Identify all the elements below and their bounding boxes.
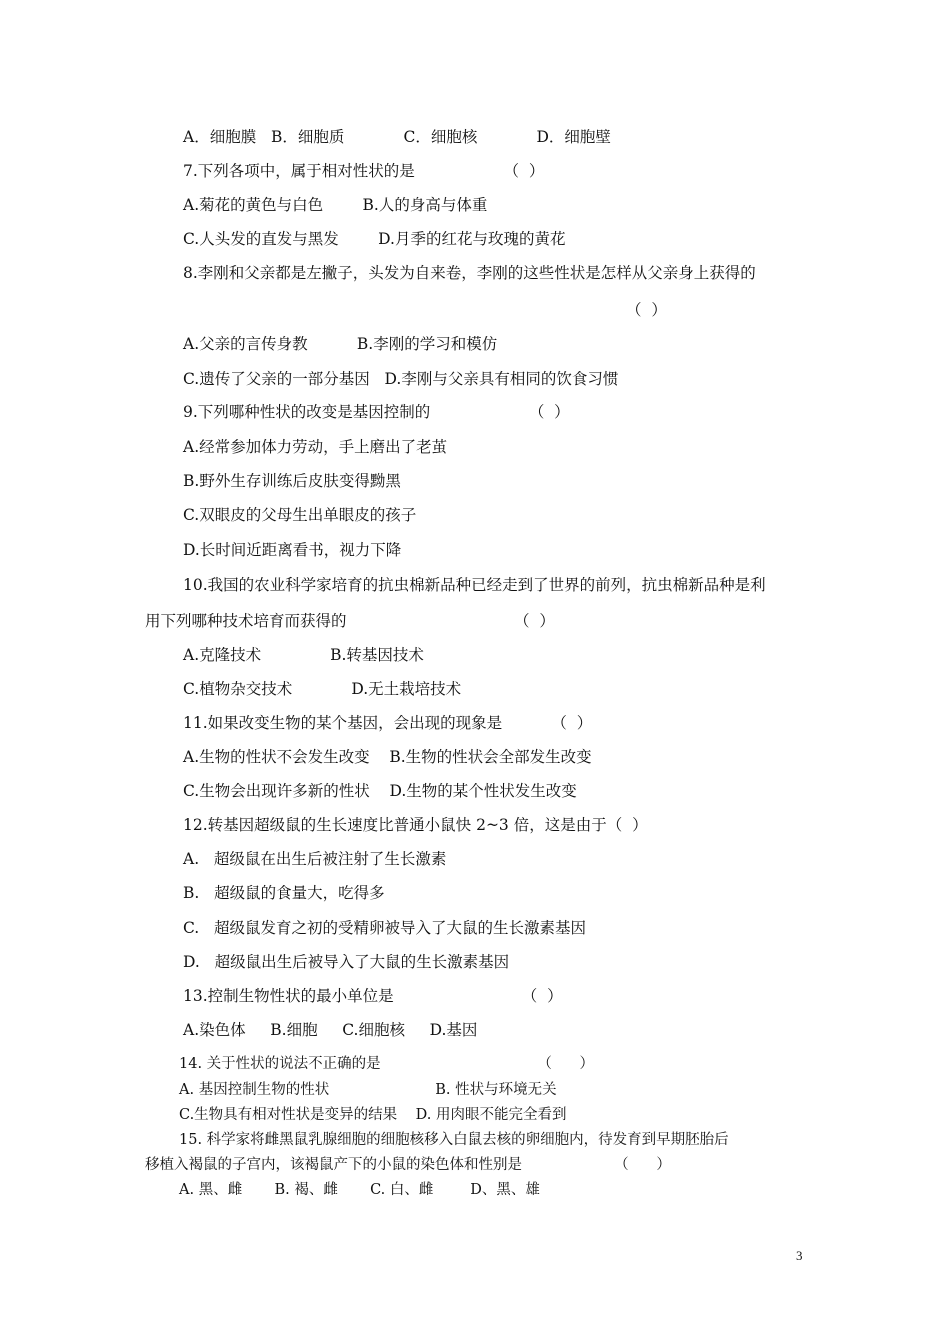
q12-option-a: A. 超级鼠在出生后被注射了生长激素	[183, 850, 447, 868]
q14-options-cd: C.生物具有相对性状是变异的结果 D. 用肉眼不能完全看到	[179, 1107, 567, 1123]
q9-stem: 9.下列哪种性状的改变是基因控制的 （ ）	[183, 403, 570, 421]
q10-stem: 10.我国的农业科学家培育的抗虫棉新品种已经走到了世界的前列，抗虫棉新品种是利	[183, 576, 766, 594]
q8-stem: 8.李刚和父亲都是左撇子，头发为自来卷，李刚的这些性状是怎样从父亲身上获得的	[183, 264, 756, 282]
q8-answer-bracket: （ ）	[626, 301, 667, 319]
q11-stem: 11.如果改变生物的某个基因，会出现的现象是 （ ）	[183, 714, 593, 732]
q9-option-c: C.双眼皮的父母生出单眼皮的孩子	[183, 506, 417, 524]
q7-options-ab: A.菊花的黄色与白色 B.人的身高与体重	[183, 196, 488, 214]
page-number: 3	[796, 1248, 803, 1263]
q10-stem-continued: 用下列哪种技术培育而获得的 （ ）	[145, 612, 555, 630]
q12-option-c: C. 超级鼠发育之初的受精卵被导入了大鼠的生长激素基因	[183, 919, 587, 937]
q7-options-cd: C.人头发的直发与黑发 D.月季的红花与玫瑰的黄花	[183, 230, 566, 248]
q8-options-ab: A.父亲的言传身教 B.李刚的学习和模仿	[183, 335, 498, 353]
q14-options-ab: A. 基因控制生物的性状 B. 性状与环境无关	[179, 1082, 557, 1098]
q12-option-b: B. 超级鼠的食量大，吃得多	[183, 884, 385, 902]
q10-options-ab: A.克隆技术 B.转基因技术	[183, 646, 424, 664]
q9-option-a: A.经常参加体力劳动，手上磨出了老茧	[183, 438, 448, 456]
q13-options: A.染色体 B.细胞 C.细胞核 D.基因	[183, 1021, 478, 1039]
q10-options-cd: C.植物杂交技术 D.无土栽培技术	[183, 680, 462, 698]
q15-options: A. 黑、雌 B. 褐、雌 C. 白、雌 D、黑、雄	[179, 1182, 540, 1198]
q13-stem: 13.控制生物性状的最小单位是 （ ）	[183, 987, 563, 1005]
q12-option-d: D. 超级鼠出生后被导入了大鼠的生长激素基因	[183, 953, 510, 971]
q9-option-b: B.野外生存训练后皮肤变得黝黑	[183, 472, 401, 490]
q15-stem-continued: 移植入褐鼠的子宫内，该褐鼠产下的小鼠的染色体和性别是 （ ）	[145, 1157, 671, 1173]
q6-options: A．细胞膜 B．细胞质 C．细胞核 D．细胞壁	[183, 128, 611, 146]
q11-options-ab: A.生物的性状不会发生改变 B.生物的性状会全部发生改变	[183, 748, 592, 766]
q11-options-cd: C.生物会出现许多新的性状 D.生物的某个性状发生改变	[183, 782, 577, 800]
q14-stem: 14. 关于性状的说法不正确的是 （ ）	[179, 1056, 595, 1072]
q7-stem: 7.下列各项中，属于相对性状的是 （ ）	[183, 162, 545, 180]
q15-stem: 15. 科学家将雌黑鼠乳腺细胞的细胞核移入白鼠去核的卵细胞内，待发育到早期胚胎后	[179, 1132, 729, 1148]
q12-stem: 12.转基因超级鼠的生长速度比普通小鼠快 2~3 倍，这是由于（ ）	[183, 816, 648, 834]
q8-options-cd: C.遗传了父亲的一部分基因 D.李刚与父亲具有相同的饮食习惯	[183, 370, 619, 388]
q9-option-d: D.长时间近距离看书，视力下降	[183, 541, 402, 559]
